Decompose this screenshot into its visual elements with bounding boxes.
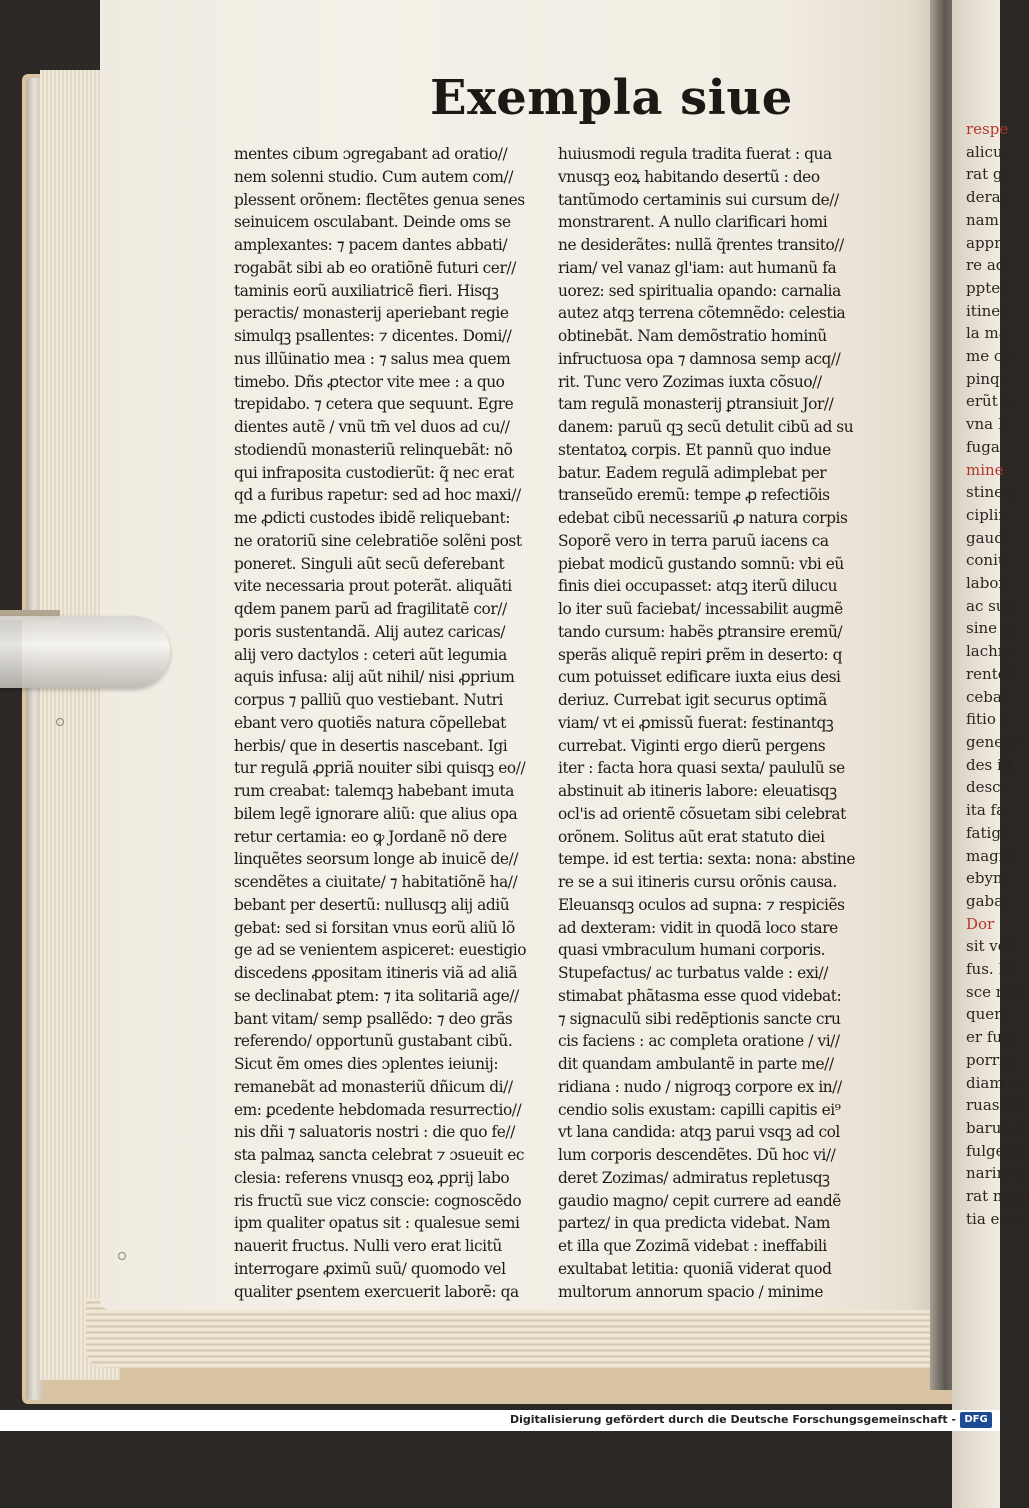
text-column-left: [234, 143, 550, 1303]
text-line: Soporẽ vero in terra paruũ iacens ca: [558, 531, 829, 550]
text-line: poneret. Singuli aũt secũ deferebant: [234, 554, 505, 573]
text-line: stimabat phãtasma esse quod videbat:: [558, 986, 842, 1005]
text-line: sperãs aliquẽ repiri ꝑrẽm in deserto: q: [558, 645, 842, 664]
text-line: qui infraposita custodierũt: q̃ nec erat: [234, 463, 514, 482]
text-line: danem: paruũ qꝫ secũ detulit cibũ ad su: [558, 418, 854, 436]
text-line: monstrarent. A nullo clarificari homi: [558, 213, 828, 232]
text-line: exultabat letitia: quoniã viderat quod: [558, 1259, 832, 1278]
text-line: qualiter ꝑsentem exercuerit laborẽ: qa: [234, 1282, 519, 1301]
facing-page-fragment: ebym: [966, 869, 1008, 888]
text-line: alij vero dactylos : ceteri aũt legumia: [234, 645, 507, 664]
facing-page-fragment: gabat: [966, 891, 1010, 910]
text-line: lo iter suũ faciebat/ incessabilit augmẽ: [558, 600, 843, 618]
facing-page-fragment: magis: [966, 846, 1012, 865]
facing-page-fragment: rentes: [966, 664, 1015, 683]
text-line: plessent orõnem: flectẽtes genua senes: [234, 190, 525, 209]
text-line: interrogare ꝓximũ suũ/ quomodo vel: [234, 1259, 506, 1278]
text-line: tempe. id est tertia: sexta: nona: abstine: [558, 850, 856, 869]
facing-page-fragment: diam re: [966, 1073, 1025, 1092]
text-line: quasi vmbraculum humani corporis.: [558, 941, 826, 960]
facing-page-fragment: nam.: [966, 210, 1004, 229]
facing-page-fragment: ciplin: [966, 505, 1009, 524]
text-line: nem solenni studio. Cum autem com//: [234, 167, 514, 186]
text-line: obtinebãt. Nam demõstratio hominũ: [558, 327, 827, 345]
text-line: corpus ⁊ palliũ quo vestiebant. Nutri: [234, 691, 503, 709]
facing-page-fragment: ruas ad: [966, 1096, 1023, 1115]
text-line: tando cursum: habẽs ꝑtransire eremũ/: [558, 622, 843, 641]
facing-page-fragment: ita fa: [966, 801, 1006, 820]
facing-page-fragment: sce mih: [966, 982, 1025, 1001]
facing-page-edge: [952, 0, 1029, 1508]
text-line: se declinabat ꝑtem: ⁊ ita solitariã age//: [234, 986, 519, 1005]
text-line: orõnem. Solitus aũt erat statuto diei: [558, 827, 825, 846]
text-line: dit quandam ambulantẽ in parte me//: [558, 1055, 834, 1073]
text-line: em: ꝑcedente hebdomada resurrectio//: [234, 1100, 522, 1119]
text-line: edebat cibũ necessariũ ꝓ natura corpis: [558, 509, 848, 527]
text-line: trepidabo. ⁊ cetera que sequunt. Egre: [234, 395, 514, 414]
facing-page-fragment: genere: [966, 732, 1020, 751]
facing-page-fragment: des ill: [966, 755, 1012, 774]
binding-hole: [118, 1252, 126, 1260]
text-line: nis dñi ⁊ saluatoris nostri : die quo fe//: [234, 1123, 515, 1142]
text-line: ne desiderãtes: nullã q̃rentes transito//: [558, 236, 844, 254]
text-line: vite necessaria prout poterãt. aliquãti: [234, 577, 512, 596]
text-line: tantũmodo certaminis sui cursum de//: [558, 190, 839, 209]
text-line: ad dexteram: vidit in quodã loco stare: [558, 918, 838, 937]
page-clamp: [0, 616, 170, 688]
facing-page-fragment: itiner: [966, 301, 1008, 320]
text-line: scendẽtes a ciuitate/ ⁊ habitatiõnẽ ha//: [234, 873, 518, 891]
text-line: sta palmaꝝ sancta celebrat ⁊ ɔsueuit ec: [234, 1146, 525, 1164]
facing-page-fragment: fuga: [966, 437, 1000, 456]
text-line: tam regulã monasterij ꝑtransiuit Jor//: [558, 395, 834, 414]
text-line: nus illũinatio mea : ⁊ salus mea quem: [234, 349, 511, 368]
text-line: batur. Eadem regulã adimplebat per: [558, 463, 827, 482]
facing-page-fragment: respe: [966, 120, 1009, 138]
text-line: qdem panem parũ ad fragilitatẽ cor//: [234, 600, 507, 618]
text-line: vnusqꝫ eoꝝ habitando desertũ : deo: [558, 167, 820, 186]
facing-page-fragment: sine m: [966, 619, 1017, 638]
running-heading: Exempla siue: [430, 70, 793, 126]
text-line: transeũdo eremũ: tempe ꝓ refectiõis: [558, 486, 830, 505]
binding-hole: [56, 718, 64, 726]
facing-page-fragment: lachry: [966, 642, 1014, 661]
text-line: discedens ꝓpositam itineris viã ad aliã: [234, 964, 518, 982]
text-line: piebat modicũ gustando somnũ: vbi eũ: [558, 554, 844, 573]
facing-page-fragment: narim p: [966, 1164, 1026, 1183]
text-line: ridiana : nudo / nigroqꝫ corpore ex in//: [558, 1077, 842, 1096]
text-line: simulqꝫ psallentes: ⁊ dicentes. Domi//: [234, 327, 512, 345]
text-line: me ꝓdicti custodes ibidẽ reliquebant:: [234, 509, 510, 527]
facing-page-fragment: gaud: [966, 528, 1004, 547]
text-line: riam/ vel vanaz gl'iam: aut humanũ fa: [558, 258, 837, 277]
text-line: aquis infusa: alij aũt nihil/ nisi ꝓprium: [234, 668, 515, 687]
text-line: nauerit fructus. Nulli vero erat licitũ: [234, 1237, 502, 1255]
text-line: amplexantes: ⁊ pacem dantes abbati/: [234, 236, 508, 254]
text-line: cis faciens : ac completa oratione / vi//: [558, 1032, 840, 1051]
text-line: remanebãt ad monasteriũ dñicum di//: [234, 1077, 513, 1096]
text-line: cendio solis exustam: capilli capitis ei⁹: [558, 1100, 841, 1119]
text-line: re se a sui itineris cursu orõnis causa.: [558, 873, 837, 891]
facing-page-fragment: Dor: [966, 914, 995, 933]
facing-page-fragment: la ma: [966, 324, 1008, 343]
facing-page-fragment: desce: [966, 778, 1010, 797]
text-line: gebat: sed si forsitan vnus eorũ aliũ lõ: [234, 918, 515, 937]
facing-page-fragment: me cũ: [966, 347, 1012, 366]
facing-page-fragment: ac sua: [966, 596, 1015, 615]
text-line: ⁊ signaculũ sibi redẽptionis sancte cru: [558, 1009, 841, 1028]
text-line: dientes autẽ / vnũ tm̃ vel duos ad cu//: [234, 418, 510, 436]
text-line: mentes cibum ɔgregabant ad oratio//: [234, 145, 508, 163]
text-line: partez/ in qua predicta videbat. Nam: [558, 1214, 830, 1233]
facing-page-fragment: ppter: [966, 278, 1008, 297]
text-line: Stupefactus/ ac turbatus valde : exi//: [558, 964, 828, 982]
facing-page-fragment: sit voc: [966, 937, 1016, 956]
facing-page-fragment: querc: [966, 1005, 1010, 1024]
text-line: clesia: referens vnusqꝫ eoꝝ ꝓprij labo: [234, 1168, 510, 1187]
facing-page-fragment: pinqu: [966, 369, 1010, 388]
text-line: ocl'is ad orientẽ cõsuetam sibi celebrat: [558, 804, 846, 823]
text-line: viam/ vt ei ꝓmissũ fuerat: festinantqꝫ: [558, 713, 834, 732]
facing-page-fragment: porrig: [966, 1050, 1014, 1069]
text-line: ris fructũ sue vicz conscie: cognoscẽdo: [234, 1191, 522, 1210]
text-line: currebat. Viginti ergo dierũ pergens: [558, 736, 826, 755]
text-line: bant vitam/ semp psallẽdo: ⁊ deo grãs: [234, 1009, 513, 1028]
text-line: seinuicem osculabant. Deinde oms se: [234, 213, 511, 232]
text-line: ne oratoriũ sine celebratiõe solẽni post: [234, 531, 522, 550]
facing-page-fragment: er fum: [966, 1028, 1017, 1047]
facing-page-fragment: tia ei ru: [966, 1209, 1026, 1228]
facing-page-fragment: rat necp: [966, 1187, 1029, 1206]
text-line: qd a furibus rapetur: sed ad hoc maxi//: [234, 486, 521, 505]
text-line: lum corporis descendẽtes. Dũ hoc vi//: [558, 1146, 836, 1164]
text-line: deriuz. Currebat igit securus optimã: [558, 691, 827, 709]
facing-page-fragment: vna D: [966, 415, 1010, 434]
facing-page-fragment: labor: [966, 574, 1006, 593]
dfg-logo: DFG: [960, 1412, 992, 1428]
text-line: Sicut ẽm omes dies ɔplentes ieiunij:: [234, 1055, 499, 1073]
facing-page-fragment: fatiga: [966, 823, 1010, 842]
text-line: et illa que Zozimã videbat : ineffabili: [558, 1237, 827, 1255]
text-line: Eleuansqꝫ oculos ad supna: ⁊ respiciẽs: [558, 895, 845, 914]
text-line: ipm qualiter opatus sit : qualesue semi: [234, 1214, 520, 1233]
text-line: gaudio magno/ cepit currere ad eandẽ: [558, 1191, 841, 1210]
text-line: bilem legẽ ignorare aliũ: que alius opa: [234, 804, 518, 823]
text-line: finis diei occupasset: atqꝫ iterũ dilucu: [558, 577, 838, 596]
facing-page-fragment: appr: [966, 233, 1002, 252]
text-line: retur certamia: eo ꝙ Jordanẽ nõ dere: [234, 827, 507, 846]
facing-page-fragment: coniu: [966, 551, 1008, 570]
text-line: referendo/ opportunũ gustabant cibũ.: [234, 1032, 513, 1051]
text-line: timebo. Dñs ꝓtector vite mee : a quo: [234, 372, 505, 391]
text-line: linquẽtes seorsum longe ab inuicẽ de//: [234, 850, 519, 869]
text-line: autez atqꝫ terrena cõtemnẽdo: celestia: [558, 304, 846, 323]
text-line: iter : facta hora quasi sexta/ paululũ se: [558, 759, 845, 778]
text-line: herbis/ que in desertis nascebant. Igi: [234, 736, 508, 755]
facing-page-fragment: fitio a: [966, 710, 1010, 729]
text-column-right: [558, 143, 884, 1303]
text-line: ebant vero quotiẽs natura cõpellebat: [234, 713, 506, 732]
text-line: stodiendũ monasteriũ relinquebãt: nõ: [234, 440, 513, 459]
facing-page-fragment: rat g: [966, 165, 1003, 184]
text-line: huiusmodi regula tradita fuerat : qua: [558, 145, 832, 163]
text-line: rogabãt sibi ab eo oratiõnẽ futuri cer//: [234, 258, 516, 277]
facing-page-fragment: re ad: [966, 256, 1006, 275]
text-line: abstinuit ab itineris labore: eleuatisqꝫ: [558, 782, 837, 800]
text-line: rit. Tunc vero Zozimas iuxta cõsuo//: [558, 372, 822, 391]
text-line: peractis/ monasterij aperiebant regie: [234, 304, 509, 323]
text-line: ge ad se venientem aspiceret: euestigio: [234, 941, 527, 960]
facing-page-fragment: barus f: [966, 1118, 1020, 1137]
text-line: bebant per desertũ: nullusqꝫ alij adiũ: [234, 895, 510, 914]
facing-page-fragment: fulgens: [966, 1141, 1022, 1160]
text-line: uorez: sed spiritualia opando: carnalia: [558, 281, 841, 300]
facing-page-fragment: derat: [966, 188, 1007, 207]
footer-bar: [0, 1410, 1000, 1431]
text-line: stentatoꝝ corpis. Et pannũ quo indue: [558, 440, 831, 459]
facing-page-fragment: fus. Ig: [966, 960, 1014, 979]
text-line: vt lana candida: atqꝫ parui vsqꝫ ad col: [558, 1123, 840, 1142]
facing-page-fragment: stine n: [966, 483, 1018, 502]
facing-page-fragment: mine: [966, 460, 1004, 479]
text-line: deret Zozimas/ admiratus repletusqꝫ: [558, 1168, 830, 1187]
funding-credit: Digitalisierung gefördert durch die Deutsche Forschungsgemeinschaft -: [509, 1413, 956, 1426]
text-line: infructuosa opa ⁊ damnosa semp acq//: [558, 349, 841, 368]
text-line: tur regulã ꝓpriã nouiter sibi quisqꝫ eo//: [234, 759, 526, 778]
text-line: cum potuisset edificare iuxta eius desi: [558, 668, 841, 687]
facing-page-fragment: erũt a: [966, 392, 1012, 411]
text-line: multorum annorum spacio / minime: [558, 1282, 824, 1301]
text-line: rum creabat: talemqꝫ habebant imuta: [234, 782, 515, 800]
facing-page-fragment: cebat: [966, 687, 1008, 706]
facing-page-fragment: alicu: [966, 142, 1003, 161]
text-line: poris sustentandã. Alij autez caricas/: [234, 622, 506, 641]
text-line: taminis eorũ auxiliatricẽ fieri. Hisqꝫ: [234, 281, 499, 300]
